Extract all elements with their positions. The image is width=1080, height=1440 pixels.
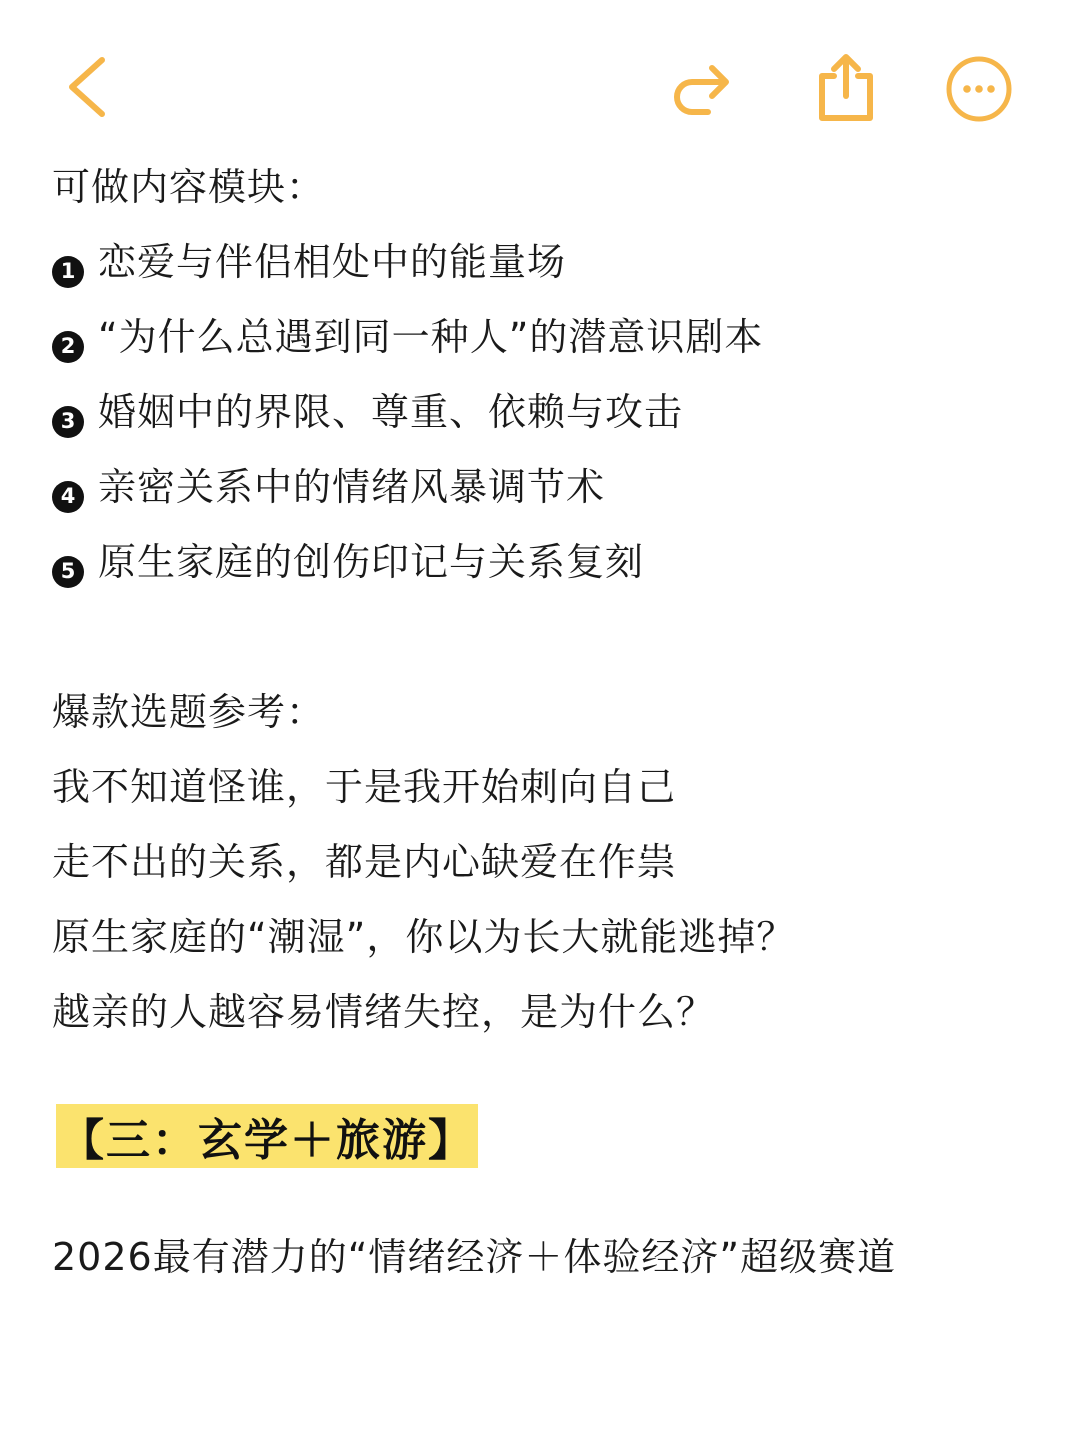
number-4-icon: 4 xyxy=(52,481,84,513)
module-item-text: 婚姻中的界限、尊重、依赖与攻击 xyxy=(98,390,684,434)
module-item-text: “为什么总遇到同一种人”的潜意识剧本 xyxy=(98,315,764,359)
module-item xyxy=(52,375,1042,450)
topic-item: 走不出的关系，都是内心缺爱在作祟 xyxy=(52,840,677,884)
module-item-text: 亲密关系中的情绪风暴调节术 xyxy=(98,465,606,509)
back-icon[interactable] xyxy=(62,54,110,120)
spacer xyxy=(52,600,1042,675)
number-2-icon: 2 xyxy=(52,331,84,363)
number-5-icon: 5 xyxy=(52,556,84,588)
section-heading: 【三：玄学＋旅游】 xyxy=(60,1115,474,1166)
module-item xyxy=(52,300,1042,375)
section-tagline: 2026最有潜力的“情绪经济＋体验经济”超级赛道 xyxy=(52,1235,897,1279)
top-toolbar xyxy=(0,0,1080,150)
topic-item: 原生家庭的“潮湿”，你以为长大就能逃掉？ xyxy=(52,915,796,959)
modules-title: 可做内容模块： xyxy=(52,165,326,209)
number-1-icon: 1 xyxy=(52,256,84,288)
topic-item: 我不知道怪谁，于是我开始刺向自己 xyxy=(52,765,677,809)
topic-item: 越亲的人越容易情绪失控，是为什么？ xyxy=(52,990,716,1034)
module-item xyxy=(52,450,1042,525)
section-heading-highlight xyxy=(56,1104,478,1168)
more-icon[interactable] xyxy=(944,54,1014,124)
note-content xyxy=(52,150,1042,1050)
module-item xyxy=(52,525,1042,600)
topics-title: 爆款选题参考： xyxy=(52,690,326,734)
module-item xyxy=(52,225,1042,300)
forward-icon[interactable] xyxy=(668,56,734,122)
share-icon[interactable] xyxy=(814,52,878,124)
module-item-text: 原生家庭的创伤印记与关系复刻 xyxy=(98,540,645,584)
number-3-icon: 3 xyxy=(52,406,84,438)
module-item-text: 恋爱与伴侣相处中的能量场 xyxy=(98,240,567,284)
